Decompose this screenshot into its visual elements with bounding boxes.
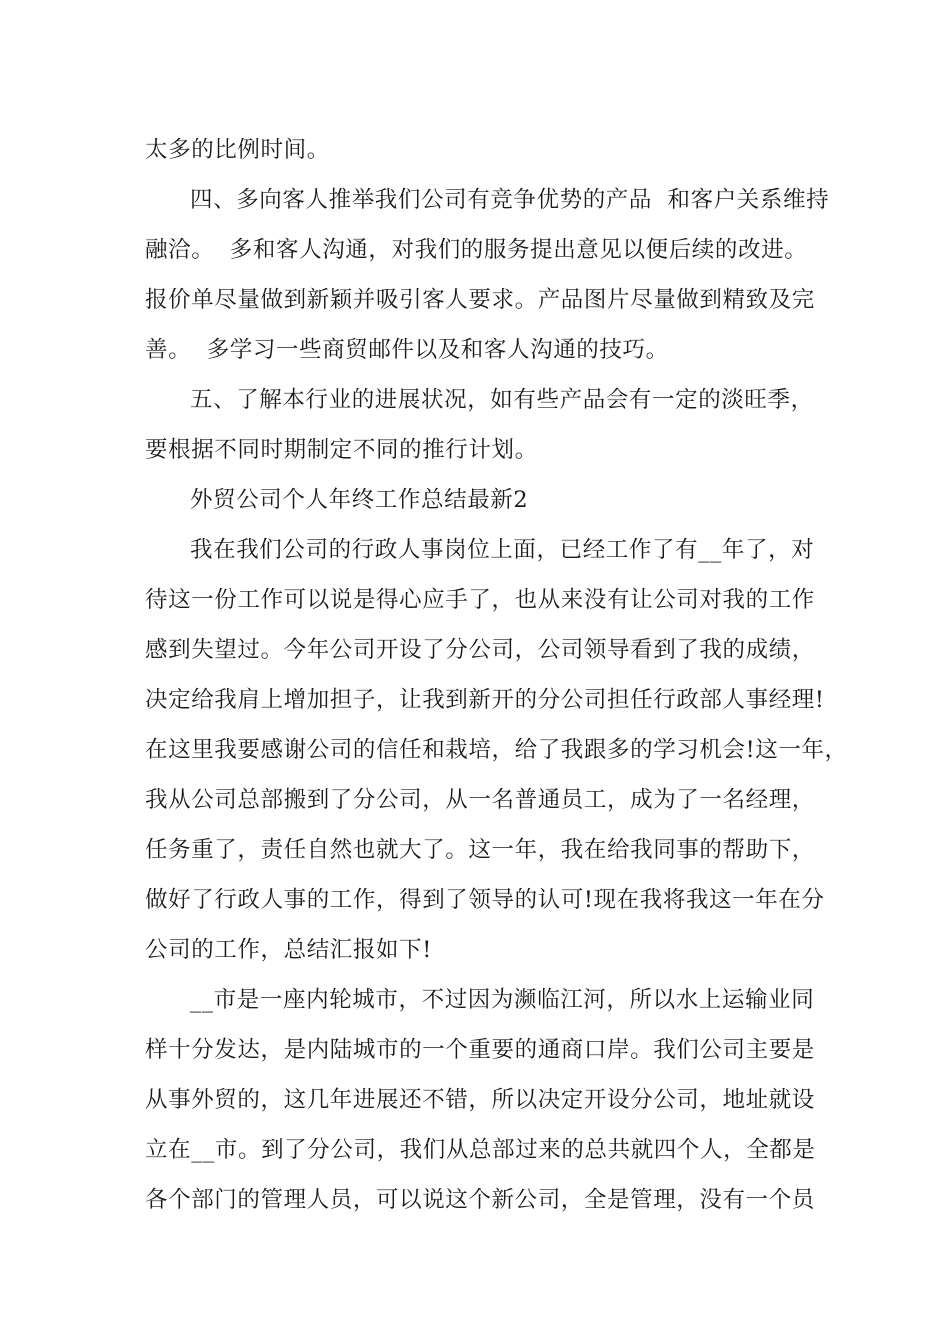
text-line: 融洽。 多和客人沟通，对我们的服务提出意见以便后续的改进。 xyxy=(145,237,808,263)
section-heading: 外贸公司个人年终工作总结最新2 xyxy=(190,487,529,513)
text-line: 立在__市。到了分公司，我们从总部过来的总共就四个人，全都是 xyxy=(145,1137,816,1163)
paragraph-start-line: __市是一座内轮城市，不过因为濒临江河，所以水上运输业同 xyxy=(190,987,815,1013)
text-line: 在这里我要感谢公司的信任和栽培，给了我跟多的学习机会!这一年， xyxy=(145,737,848,763)
text-line: 太多的比例时间。 xyxy=(145,137,330,163)
text-line: 要根据不同时期制定不同的推行计划。 xyxy=(145,437,538,463)
text-line: 我从公司总部搬到了分公司，从一名普通员工，成为了一名经理， xyxy=(145,787,815,813)
text-line: 做好了行政人事的工作，得到了领导的认可!现在我将我这一年在分 xyxy=(145,887,825,913)
paragraph-start-line: 五、了解本行业的进展状况，如有些产品会有一定的淡旺季， xyxy=(190,387,814,413)
text-line: 决定给我肩上增加担子，让我到新开的分公司担任行政部人事经理! xyxy=(145,687,825,713)
paragraph-start-line: 四、多向客人推举我们公司有竞争优势的产品 和客户关系维持 xyxy=(190,187,830,213)
text-line: 各个部门的管理人员，可以说这个新公司，全是管理，没有一个员 xyxy=(145,1187,815,1213)
text-line: 报价单尽量做到新颖并吸引客人要求。产品图片尽量做到精致及完 xyxy=(145,287,815,313)
text-line: 待这一份工作可以说是得心应手了，也从来没有让公司对我的工作 xyxy=(145,587,815,613)
text-line: 任务重了，责任自然也就大了。这一年，我在给我同事的帮助下， xyxy=(145,837,815,863)
text-line: 样十分发达，是内陆城市的一个重要的通商口岸。我们公司主要是 xyxy=(145,1037,815,1063)
text-line: 从事外贸的，这几年进展还不错，所以决定开设分公司，地址就设 xyxy=(145,1087,815,1113)
text-line: 感到失望过。今年公司开设了分公司，公司领导看到了我的成绩， xyxy=(145,637,815,663)
paragraph-start-line: 我在我们公司的行政人事岗位上面，已经工作了有__年了，对 xyxy=(190,537,815,563)
text-line: 公司的工作，总结汇报如下! xyxy=(145,937,432,963)
text-line: 善。 多学习一些商贸邮件以及和客人沟通的技巧。 xyxy=(145,337,669,363)
